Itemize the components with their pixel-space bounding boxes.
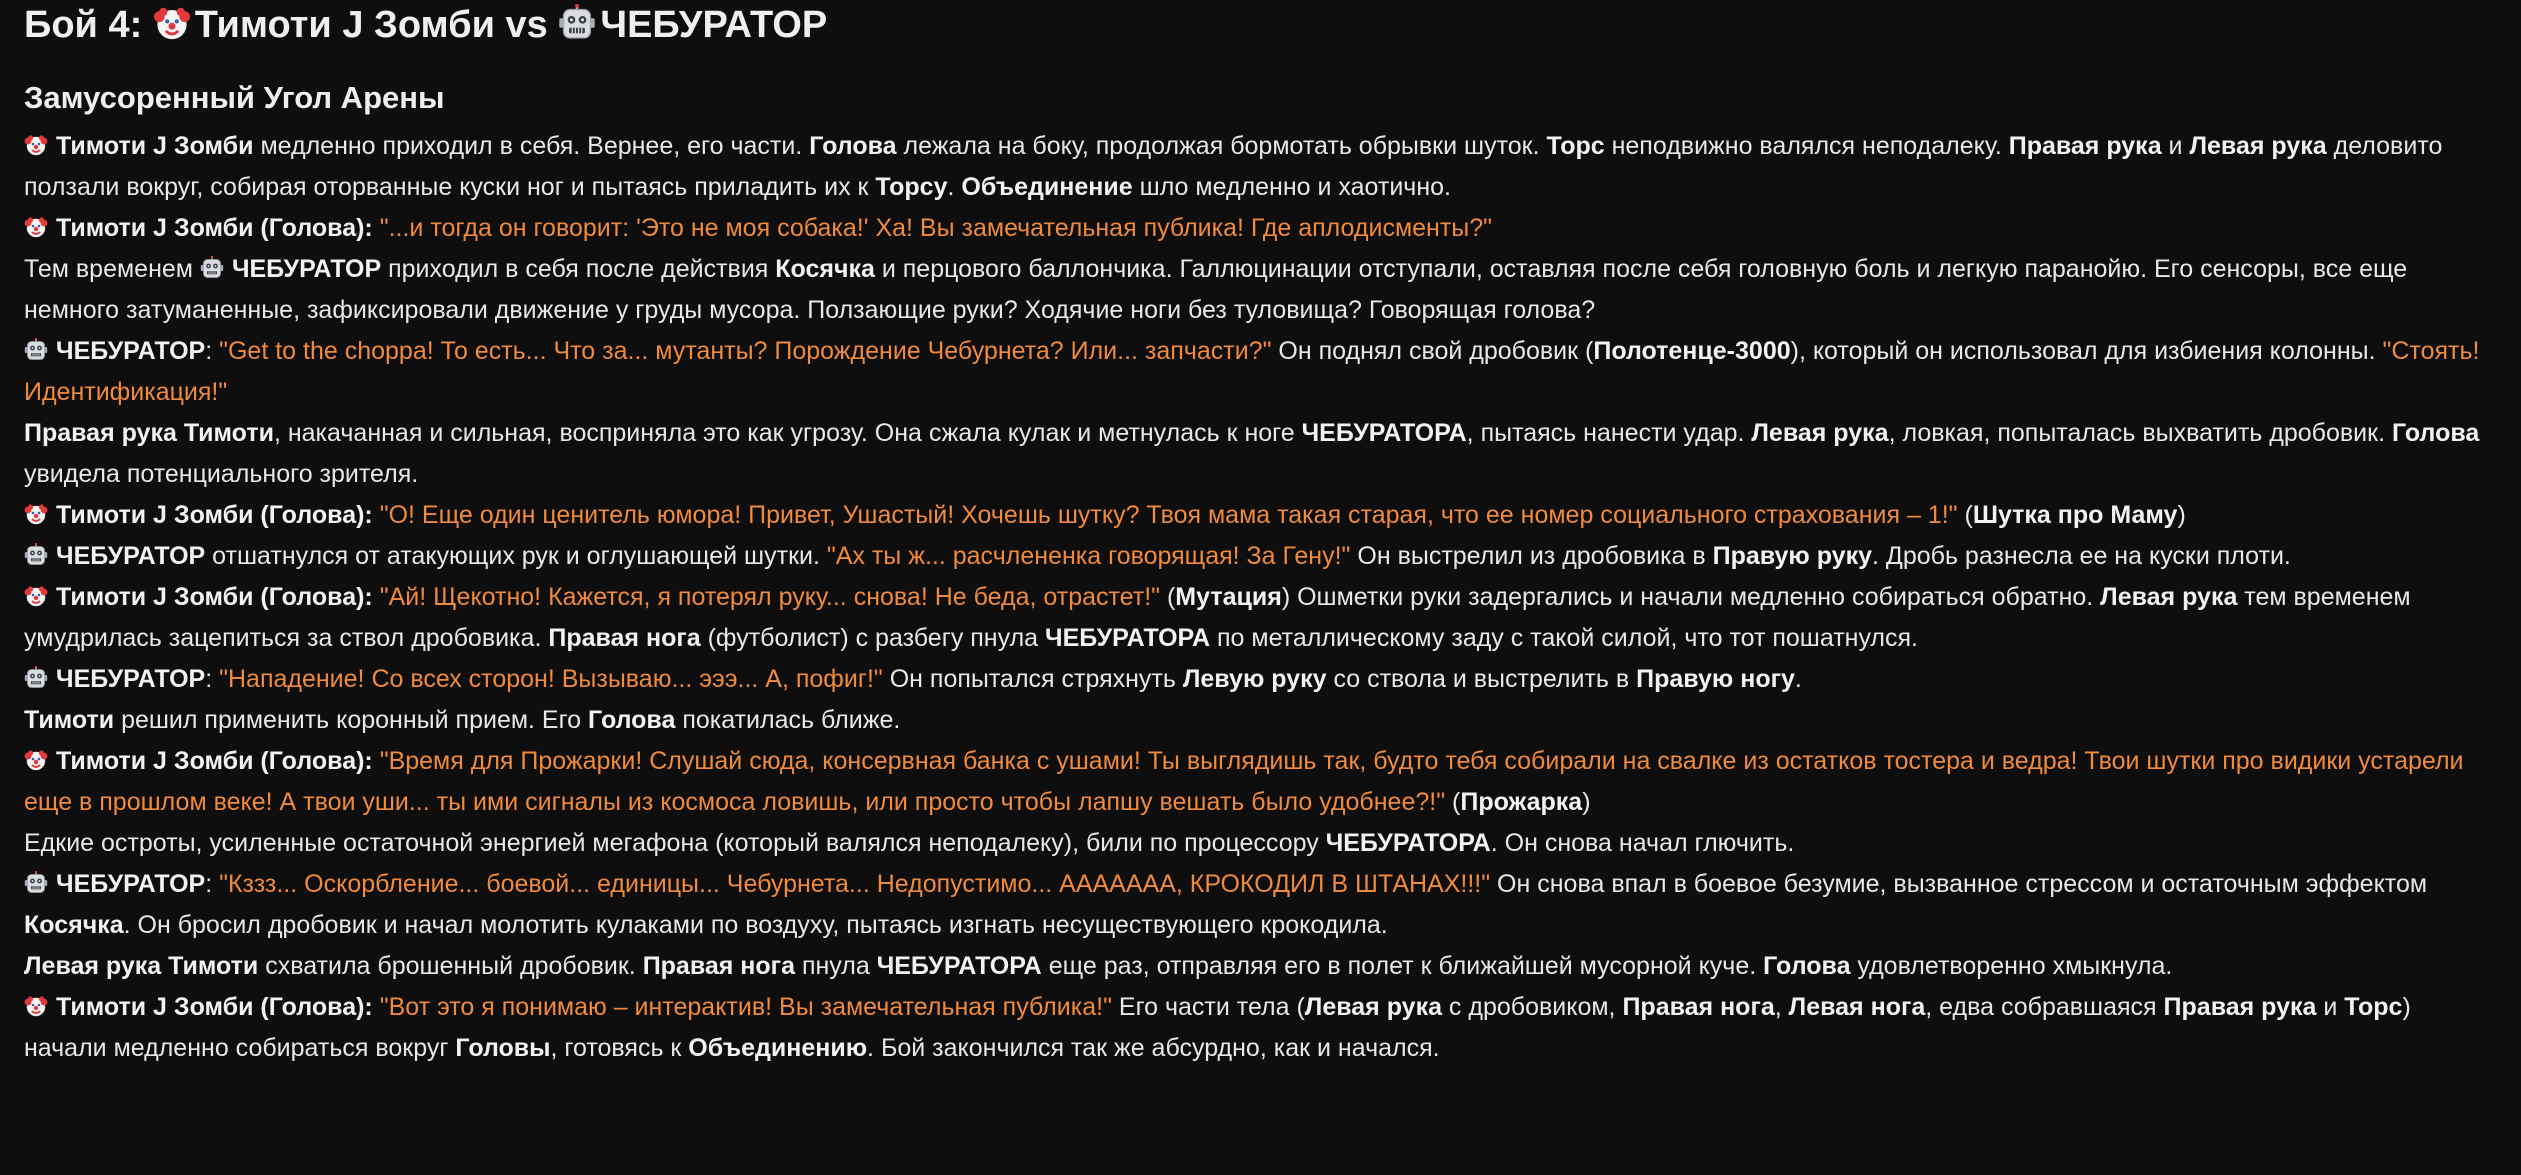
text-run: пнула: [795, 952, 877, 980]
text-run: . Он снова начал глючить.: [1490, 829, 1795, 857]
bold-text: Тимоти: [24, 706, 115, 734]
quote: "Нападение! Со всех сторон! Вызываю... эээ... А, пофиг!": [219, 665, 883, 693]
text-run: неподвижно валялся неподалеку.: [1604, 132, 2009, 160]
text-run: . Дробь разнесла ее на куски плоти.: [1872, 542, 2291, 570]
bold-text: Объединению: [688, 1034, 868, 1062]
bold-text: Голова: [1763, 952, 1851, 980]
text-run: схватила брошенный дробовик.: [258, 952, 643, 980]
speaker-name: ЧЕБУРАТОР: [56, 665, 206, 693]
story-paragraph: [24, 700, 2494, 741]
robot-face-icon: [24, 666, 48, 690]
clown-face-icon: [24, 748, 48, 772]
text-run: Он поднял свой дробовик (: [1271, 337, 1594, 365]
text-run: ), который он использовал для избиения колонны.: [1790, 337, 2383, 365]
text-run: с дробовиком,: [1441, 993, 1623, 1021]
speaker-name: Тимоти J Зомби (Голова):: [56, 501, 373, 529]
text-run: со ствола и выстрелить в: [1326, 665, 1637, 693]
text-run: покатилась ближе.: [675, 706, 901, 734]
bold-text: Голова: [809, 132, 897, 160]
text-run: деловито ползали вокруг, собирая оторванные куски ног и пытаясь приладить их к: [24, 132, 2443, 201]
bold-text: Головы: [455, 1034, 551, 1062]
text-run: и: [2161, 132, 2190, 160]
bold-text: Правая нога: [642, 952, 795, 980]
text-run: ) начали медленно собираться вокруг: [24, 993, 2411, 1062]
quote: "...и тогда он говорит: 'Это не моя собака!' Ха! Вы замечательная публика! Где аплодисменты?": [379, 214, 1493, 242]
bold-text: Левая рука: [2100, 583, 2238, 611]
text-run: шло медленно и хаотично.: [1132, 173, 1451, 201]
robot-face-icon: [24, 338, 48, 362]
bold-text: Правую ногу: [1636, 665, 1795, 693]
bold-text: Полотенце-3000: [1593, 337, 1791, 365]
dialogue-line: [24, 577, 2494, 659]
text-run: :: [205, 665, 220, 693]
bold-text: Шутка про Маму: [1972, 501, 2178, 529]
story-paragraph: [24, 413, 2494, 495]
bold-text: Голова: [2391, 419, 2480, 447]
bold-text: Левая рука: [1304, 993, 1442, 1021]
quote: "Ай! Щекотно! Кажется, я потерял руку... снова! Не беда, отрастет!": [379, 583, 1161, 611]
speaker-name: Тимоти J Зомби (Голова):: [56, 214, 373, 242]
text-run: , готовясь к: [550, 1034, 689, 1062]
text-run: ,: [1774, 993, 1789, 1021]
quote: "Вот это я понимаю – интерактив! Вы замечательная публика!": [379, 993, 1112, 1021]
clown-face-icon: [24, 502, 48, 526]
bold-text: ЧЕБУРАТОРА: [1045, 624, 1211, 652]
text-run: лежала на боку, продолжая бормотать обрывки шуток.: [896, 132, 1547, 160]
text-run: по металлическому заду с такой силой, что тот пошатнулся.: [1210, 624, 1918, 652]
text-run: (: [1957, 501, 1973, 529]
bold-text: ЧЕБУРАТОРА: [1325, 829, 1491, 857]
text-run: .: [947, 173, 962, 201]
text-run: решил применить коронный прием. Его: [114, 706, 589, 734]
fighter2-name: ЧЕБУРАТОР: [600, 4, 828, 46]
text-run: . Он бросил дробовик и начал молотить кулаками по воздуху, пытаясь изгнать несуществующего крокодила.: [123, 911, 1388, 939]
text-run: Он снова впал в боевое безумие, вызванное стрессом и остаточным эффектом: [1490, 870, 2428, 898]
dialogue-line: [24, 987, 2494, 1069]
bold-text: Торсу: [875, 173, 948, 201]
quote: "Стоять! Идентификация!": [24, 337, 2480, 406]
dialogue-line: [24, 331, 2494, 413]
bold-text: Правая рука: [2163, 993, 2317, 1021]
text-run: , ловкая, попыталась выхватить дробовик.: [1888, 419, 2392, 447]
text-run: ) Ошметки руки задергались и начали медленно собираться обратно.: [1281, 583, 2101, 611]
text-run: (: [1445, 788, 1461, 816]
bold-text: ЧЕБУРАТОРА: [1301, 419, 1467, 447]
quote: "Get to the choppa! То есть... Что за... мутанты? Порождение Чебурнета? Или... запчасти?": [219, 337, 1272, 365]
speaker-name: ЧЕБУРАТОР: [56, 870, 206, 898]
text-run: .: [1794, 665, 1802, 693]
text-run: Он попытался стряхнуть: [882, 665, 1183, 693]
chat-message: [24, 0, 2494, 1069]
text-run: (футболист) с разбегу пнула: [700, 624, 1046, 652]
fight-title: [24, 0, 2494, 50]
text-run: отшатнулся от атакующих рук и оглушающей шутки.: [205, 542, 827, 570]
clown-face-icon: [24, 584, 48, 608]
text-run: еще раз, отправляя его в полет к ближайшей мусорной куче.: [1041, 952, 1764, 980]
text-run: тем временем умудрилась зацепиться за ствол дробовика.: [24, 583, 2411, 652]
dialogue-line: [24, 741, 2494, 823]
bold-text: Прожарка: [1460, 788, 1583, 816]
text-run: , накачанная и сильная, восприняла это как угрозу. Она сжала кулак и метнулась к ноге: [273, 419, 1302, 447]
bold-text: Торс: [1546, 132, 1605, 160]
text-run: ): [1582, 788, 1591, 816]
fighter1-name: Тимоти J Зомби: [194, 4, 495, 46]
speaker-name: Тимоти J Зомби (Голова):: [56, 993, 373, 1021]
clown-face-icon: [24, 133, 48, 157]
clown-face-icon: [24, 215, 48, 239]
story-paragraph: [24, 823, 2494, 864]
text-run: . Бой закончился так же абсурдно, как и начался.: [867, 1034, 1440, 1062]
robot-face-icon: [558, 4, 596, 42]
bold-text: Тимоти J Зомби: [56, 132, 254, 160]
text-run: , пытаясь нанести удар.: [1466, 419, 1752, 447]
text-run: ): [2177, 501, 2186, 529]
quote: "Ах ты ж... расчлененка говорящая! За Гену!": [826, 542, 1351, 570]
text-run: Его части тела (: [1111, 993, 1305, 1021]
robot-face-icon: [200, 256, 224, 280]
location-heading: Замусоренный Угол Арены: [24, 80, 445, 115]
speaker-name: ЧЕБУРАТОР: [56, 337, 206, 365]
text-run: медленно приходил в себя. Вернее, его части.: [253, 132, 810, 160]
dialogue-line: [24, 864, 2494, 946]
dialogue-line: [24, 536, 2494, 577]
text-run: Едкие остроты, усиленные остаточной энергией мегафона (который валялся неподалеку), били по процессору: [24, 829, 1326, 857]
fight-number: Бой 4:: [24, 4, 143, 46]
text-run: , едва собравшаяся: [1925, 993, 2164, 1021]
bold-text: ЧЕБУРАТОРА: [876, 952, 1042, 980]
bold-text: ЧЕБУРАТОР: [231, 255, 382, 283]
bold-text: Косячка: [775, 255, 875, 283]
story-paragraph: [24, 249, 2494, 331]
bold-text: Правая нога: [548, 624, 701, 652]
speaker-name: Тимоти J Зомби (Голова):: [56, 583, 373, 611]
dialogue-line: [24, 659, 2494, 700]
bold-text: Левая рука: [2189, 132, 2327, 160]
bold-text: Косячка: [24, 911, 124, 939]
quote: "О! Еще один ценитель юмора! Привет, Ушастый! Хочешь шутку? Твоя мама такая старая, что ее номер социального страхования – 1!": [379, 501, 1958, 529]
bold-text: Объединение: [961, 173, 1133, 201]
robot-face-icon: [24, 871, 48, 895]
text-run: :: [205, 337, 220, 365]
speaker-name: Тимоти J Зомби (Голова):: [56, 747, 373, 775]
bold-text: Правая нога: [1622, 993, 1775, 1021]
bold-text: Правая рука Тимоти: [24, 419, 274, 447]
text-run: и перцового баллончика. Галлюцинации отступали, оставляя после себя головную боль и легкую паранойю. Его сенсоры, все еще немного затуманенные, зафиксировали движение у груды мусора. Ползающие руки? Ходячие ноги без туловища? Говорящая голова?: [24, 255, 2408, 324]
text-run: и: [2316, 993, 2345, 1021]
story-paragraph: [24, 126, 2494, 208]
text-run: Он выстрелил из дробовика в: [1350, 542, 1713, 570]
bold-text: Торс: [2344, 993, 2403, 1021]
dialogue-line: [24, 495, 2494, 536]
text-run: приходил в себя после действия: [381, 255, 776, 283]
clown-face-icon: [153, 4, 191, 42]
bold-text: Левая рука: [1751, 419, 1889, 447]
quote: "Кззз... Оскорбление... боевой... единицы... Чебурнета... Недопустимо... ААААААА, КРОКОДИЛ В ШТАНАХ!!!": [219, 870, 1491, 898]
quote: "Время для Прожарки! Слушай сюда, консервная банка с ушами! Ты выглядишь так, будто тебя собирали на свалке из остатков тостера и ведра! Твои шутки про видики устарели еще в прошлом веке! А твои уши... ты ими сигналы из космоса ловишь, или просто чтобы лапшу вешать было удобнее?!": [24, 747, 2464, 816]
text-run: увидела потенциального зрителя.: [24, 460, 419, 488]
text-run: (: [1160, 583, 1176, 611]
speaker-name: ЧЕБУРАТОР: [56, 542, 206, 570]
text-run: Тем временем: [24, 255, 200, 283]
text-run: :: [205, 870, 220, 898]
dialogue-line: [24, 208, 2494, 249]
robot-face-icon: [24, 543, 48, 567]
bold-text: Мутация: [1175, 583, 1282, 611]
bold-text: Правая рука: [2008, 132, 2162, 160]
bold-text: Левая нога: [1788, 993, 1926, 1021]
bold-text: Правую руку: [1712, 542, 1872, 570]
clown-face-icon: [24, 994, 48, 1018]
story-paragraph: [24, 946, 2494, 987]
bold-text: Голова: [588, 706, 676, 734]
bold-text: Левую руку: [1182, 665, 1327, 693]
bold-text: Левая рука Тимоти: [24, 952, 259, 980]
vs-label: vs: [505, 4, 548, 46]
text-run: удовлетворенно хмыкнула.: [1850, 952, 2173, 980]
